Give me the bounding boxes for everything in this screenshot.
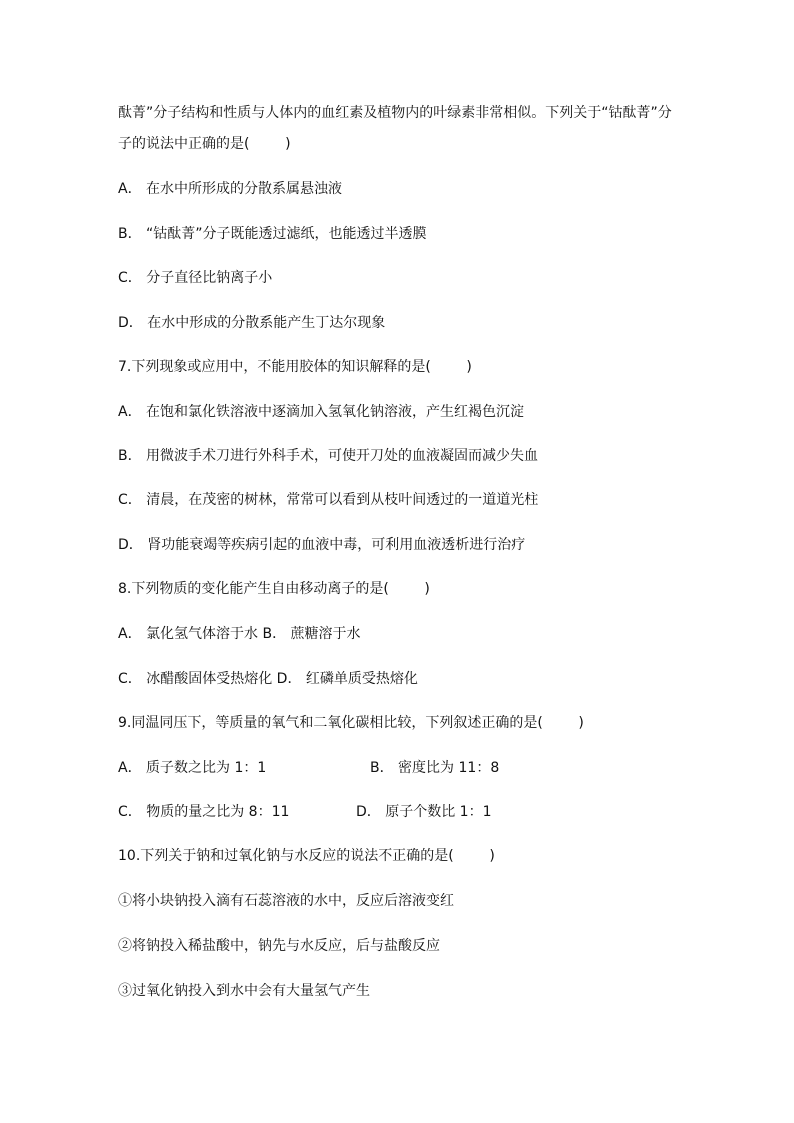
q7-option-b: B． 用微波手术刀进行外科手术，可使开刀处的血液凝固而减少失血 — [118, 448, 539, 464]
q8-option-ab: A． 氯化氢气体溶于水 B． 蔗糖溶于水 — [118, 626, 361, 642]
q6-stem-line1: 酞菁”分子结构和性质与人体内的血红素及植物内的叶绿素非常相似。下列关于“钴酞菁”分 — [118, 105, 672, 121]
q9-option-a: A． 质子数之比为 1：1 — [118, 760, 267, 776]
q6-option-d: D． 在水中形成的分散系能产生丁达尔现象 — [118, 315, 386, 331]
q10-statement-3: ③过氧化钠投入到水中会有大量氢气产生 — [118, 983, 370, 999]
q7-stem: 7.下列现象或应用中，不能用胶体的知识解释的是( ) — [118, 359, 472, 375]
q8-stem: 8.下列物质的变化能产生自由移动离子的是( ) — [118, 581, 430, 597]
q9-option-d: D． 原子个数比 1：1 — [356, 804, 492, 820]
q9-stem: 9.同温同压下，等质量的氧气和二氧化碳相比较，下列叙述正确的是( ) — [118, 715, 584, 731]
q6-option-a: A． 在水中所形成的分散系属悬浊液 — [118, 181, 343, 197]
q10-statement-2: ②将钠投入稀盐酸中，钠先与水反应，后与盐酸反应 — [118, 938, 440, 954]
q9-option-c: C． 物质的量之比为 8：11 — [118, 804, 290, 820]
q8-option-cd: C． 冰醋酸固体受热熔化 D． 红磷单质受热熔化 — [118, 671, 418, 687]
q7-option-d: D． 肾功能衰竭等疾病引起的血液中毒，可利用血液透析进行治疗 — [118, 537, 526, 553]
q6-stem-line2: 子的说法中正确的是( ) — [118, 136, 291, 152]
q7-option-a: A． 在饱和氯化铁溶液中逐滴加入氢氧化钠溶液，产生红褐色沉淀 — [118, 404, 525, 420]
q10-statement-1: ①将小块钠投入滴有石蕊溶液的水中，反应后溶液变红 — [118, 893, 454, 909]
q9-option-b: B． 密度比为 11：8 — [370, 760, 500, 776]
q10-stem: 10.下列关于钠和过氧化钠与水反应的说法不正确的是( ) — [118, 848, 495, 864]
q7-option-c: C． 清晨，在茂密的树林，常常可以看到从枝叶间透过的一道道光柱 — [118, 492, 539, 508]
q6-option-c: C． 分子直径比钠离子小 — [118, 270, 273, 286]
q6-option-b: B． “钴酞菁”分子既能透过滤纸，也能透过半透膜 — [118, 226, 427, 242]
